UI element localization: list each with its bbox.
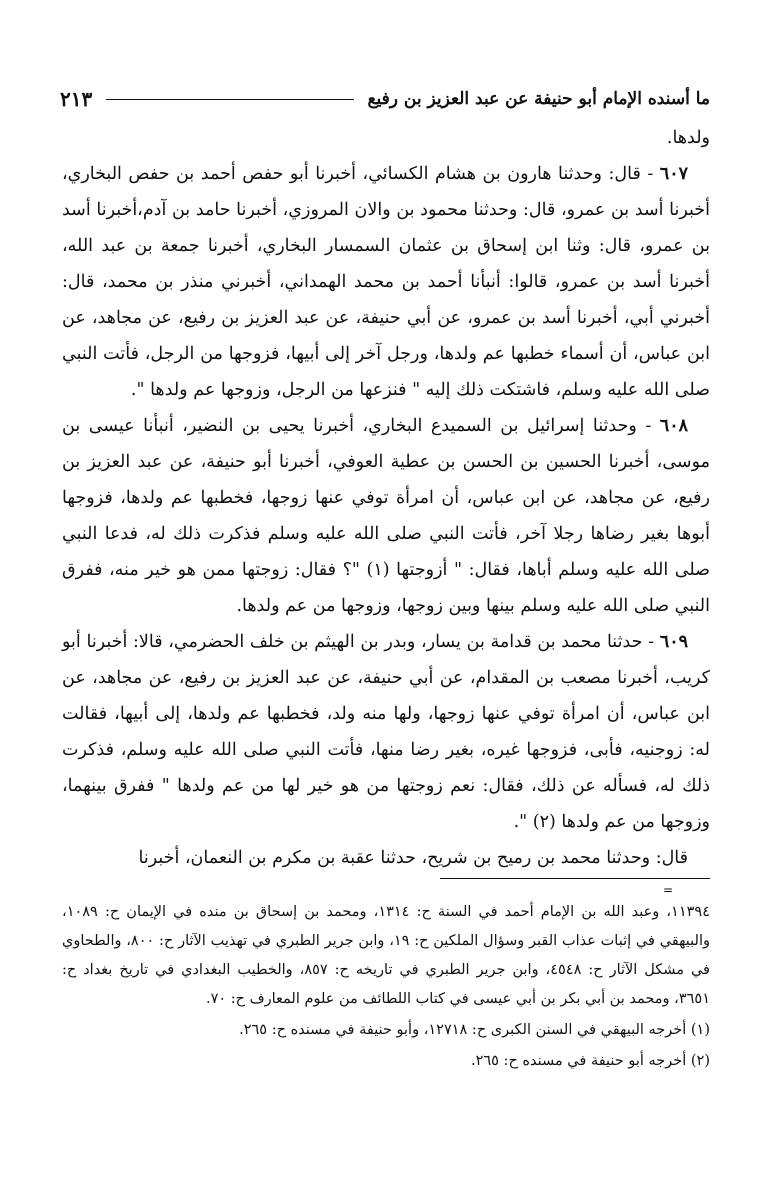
running-title: ما أسنده الإمام أبو حنيفة عن عبد العزيز بن رفيع xyxy=(367,89,710,109)
main-text xyxy=(62,120,710,876)
hadith-text: - قال: وحدثنا هارون بن هشام الكسائي، أخبرنا أبو حفص أحمد بن حفص البخاري، أخبرنا أسد بن عمرو، قال: وحدثنا محمود بن والان المروزي، أخبرنا حامد بن آدم،أخبرنا أسد بن عمرو، قال: وثنا ابن إسحاق بن عثمان السمسار البخاري، أخبرنا جمعة بن عبد الله، أخبرنا أسد بن عمرو، قالوا: أنبأنا أحمد بن محمد الهمداني، أخبرني منذر بن محمد، قال: أخبرني أبي، أخبرنا أسد بن عمرو، عن أبي حنيفة، عن عبد العزيز بن رفيع، عن مجاهد، عن ابن عباس، أن أسماء خطبها عم ولدها، ورجل آخر إلى أبيها، فزوجها من الرجل، فأتت النبي صلى الله عليه وسلم، فاشتكت ذلك إليه " فنزعها من الرجل، وزوجها عم ولدها ". xyxy=(62,164,710,400)
hadith-number: ٦٠٩ xyxy=(659,632,688,652)
footnote-separator xyxy=(440,878,710,879)
hadith-607 xyxy=(62,156,710,408)
last-paragraph: قال: وحدثنا محمد بن رميح بن شريح، حدثنا عقبة بن مكرم بن النعمان، أخبرنا xyxy=(138,848,688,868)
footnote-continuation: ١١٣٩٤، وعبد الله بن الإمام أحمد في السنة ح: ١٣١٤، ومحمد بن إسحاق بن منده في الإيمان ح: ١٠٨٩، والبيهقي في إثبات عذاب القبر وسؤال الملكين ح: ١٩، وابن جرير الطبري في تهذيب الآثار ح: ٨٠٠، والطحاوي في مشكل الآثار ح: ٤٥٤٨، وابن جرير الطبري في تاريخه ح: ٨٥٧، والخطيب البغدادي في تاريخ بغداد ح: ٣٦٥١، ومحمد بن أبي بكر بن أبي عيسى في كتاب اللطائف من علوم المعارف ح: ٧٠. xyxy=(62,904,711,1007)
hadith-609 xyxy=(62,624,710,840)
footnote-continuation-mark: = xyxy=(663,883,674,897)
hadith-608 xyxy=(62,408,710,624)
footnotes xyxy=(62,898,710,1076)
footnote-2: (٢) أخرجه أبو حنيفة في مسنده ح: ٢٦٥. xyxy=(470,1053,710,1069)
hadith-number: ٦٠٨ xyxy=(659,416,688,436)
hadith-number: ٦٠٧ xyxy=(659,164,688,184)
continuation-line: ولدها. xyxy=(666,128,710,148)
page-header xyxy=(60,84,710,114)
page-number: ٢١٣ xyxy=(60,87,93,111)
hadith-text: - وحدثنا إسرائيل بن السميدع البخاري، أخبرنا يحيى بن النضير، أنبأنا عيسى بن موسى، أخبرنا الحسين بن الحسن بن عطية العوفي، أخبرنا أبو حنيفة، عن عبد العزيز بن رفيع، عن مجاهد، عن ابن عباس، أن امرأة توفي عنها زوجها، فخطبها عم ولدها، فزوجها أبوها بغير رضاها رجلا آخر، فأتت النبي صلى الله عليه وسلم فذكرت ذلك له، فدعا النبي صلى الله عليه وسلم أباها، فقال: " أزوجتها (١) "؟ فقال: زوجتها ممن هو خير منه، ففرق النبي صلى الله عليه وسلم بينها وبين زوجها، وزوجها من عم ولدها. xyxy=(62,416,710,616)
hadith-text: - حدثنا محمد بن قدامة بن يسار، وبدر بن الهيثم بن خلف الحضرمي، قالا: أخبرنا أبو كريب، أخبرنا مصعب بن المقدام، عن أبي حنيفة، عن عبد العزيز بن رفيع، عن مجاهد، عن ابن عباس، أن امرأة توفي عنها زوجها، ولها منه ولد، فخطبها عم ولدها، إلى أبيها، فقالت له: زوجنيه، فأبى، فزوجها غيره، بغير رضا منها، فأتت النبي صلى الله عليه وسلم، فذكرت ذلك له، فسأله عن ذلك، فقال: نعم زوجتها من هو خير لها من عم ولدها " ففرق بينهما، وزوجها من عم ولدها (٢) ". xyxy=(62,632,710,832)
header-rule xyxy=(106,99,353,100)
footnote-1: (١) أخرجه البيهقي في السنن الكبرى ح: ١٢٧١٨، وأبو حنيفة في مسنده ح: ٢٦٥. xyxy=(239,1022,710,1038)
